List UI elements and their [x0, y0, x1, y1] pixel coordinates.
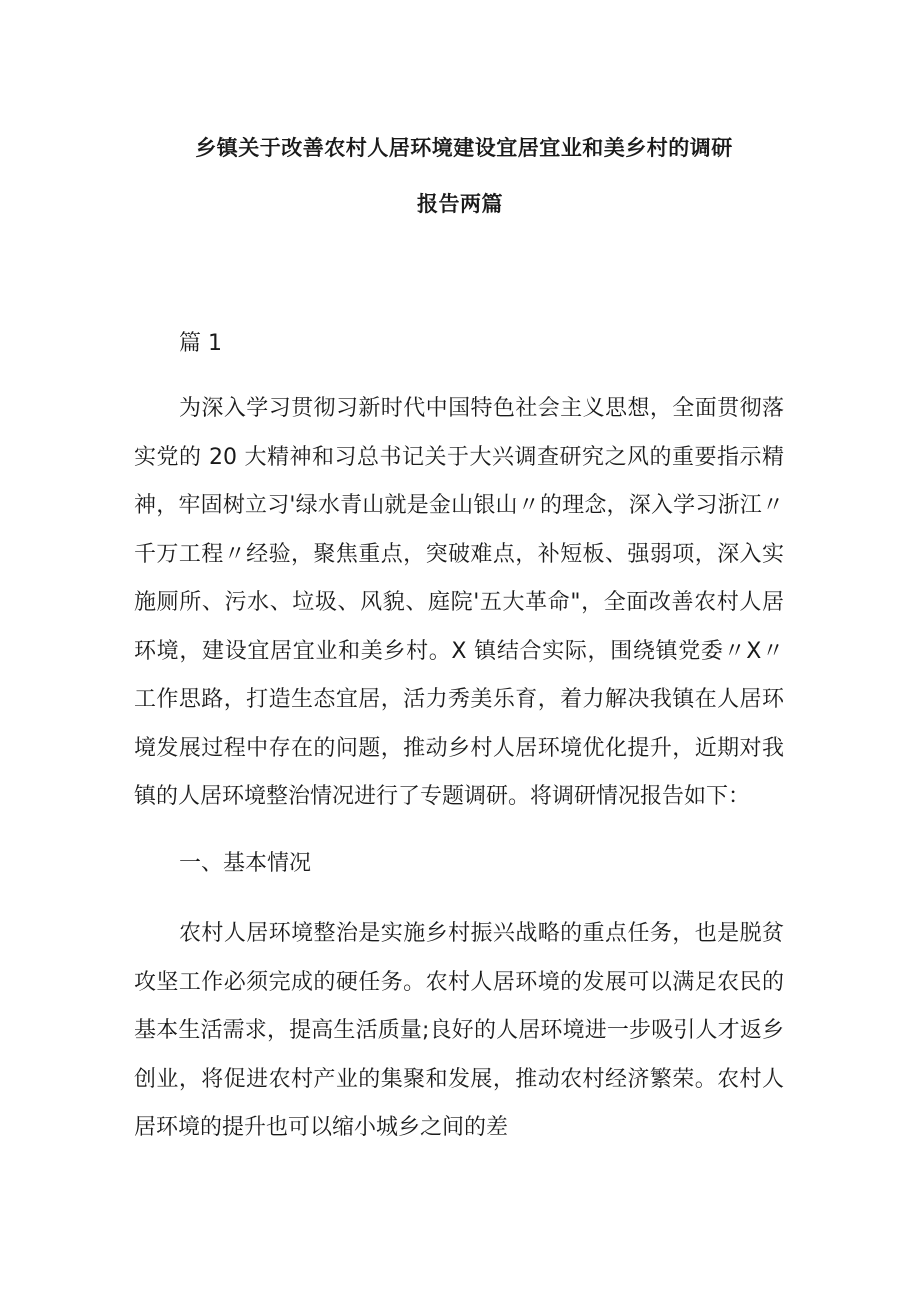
- section-label: 篇 1: [179, 331, 222, 356]
- document-title-line-2: 报告两篇: [417, 192, 503, 216]
- paragraph-intro: 为深入学习贯彻习新时代中国特色社会主义思想，全面贯彻落实党的 20 大精神和习总书记关于大兴调查研究之风的重要指示精神，牢固树立习'绿水青山就是金山银山〃的理念，深入学习浙江〃千万工程〃经验，聚焦重点，突破难点，补短板、强弱项，深入实施厕所、污水、垃圾、风貌、庭院'五大革命"，全面改善农村人居环境，建设宜居宜业和美乡村。X 镇结合实际，围绕镇党委〃X〃工作思路，打造生态宜居，活力秀美乐育，着力解决我镇在人居环境发展过程中存在的问题，推动乡村人居环境优化提升，近期对我镇的人居环境整治情况进行了专题调研。将调研情况报告如下：: [134, 396, 784, 809]
- paragraph-basic-situation: 农村人居环境整治是实施乡村振兴战略的重点任务，也是脱贫攻坚工作必须完成的硬任务。农村人居环境的发展可以满足农民的基本生活需求，提高生活质量;良好的人居环境进一步吸引人才返乡创业，将促进农村产业的集聚和发展，推动农村经济繁荣。农村人居环境的提升也可以缩小城乡之间的差: [134, 921, 784, 1140]
- section-heading-basic-situation: 一、基本情况: [179, 851, 312, 876]
- document-title-line-1: 乡镇关于改善农村人居环境建设宜居宜业和美乡村的调研: [195, 136, 733, 160]
